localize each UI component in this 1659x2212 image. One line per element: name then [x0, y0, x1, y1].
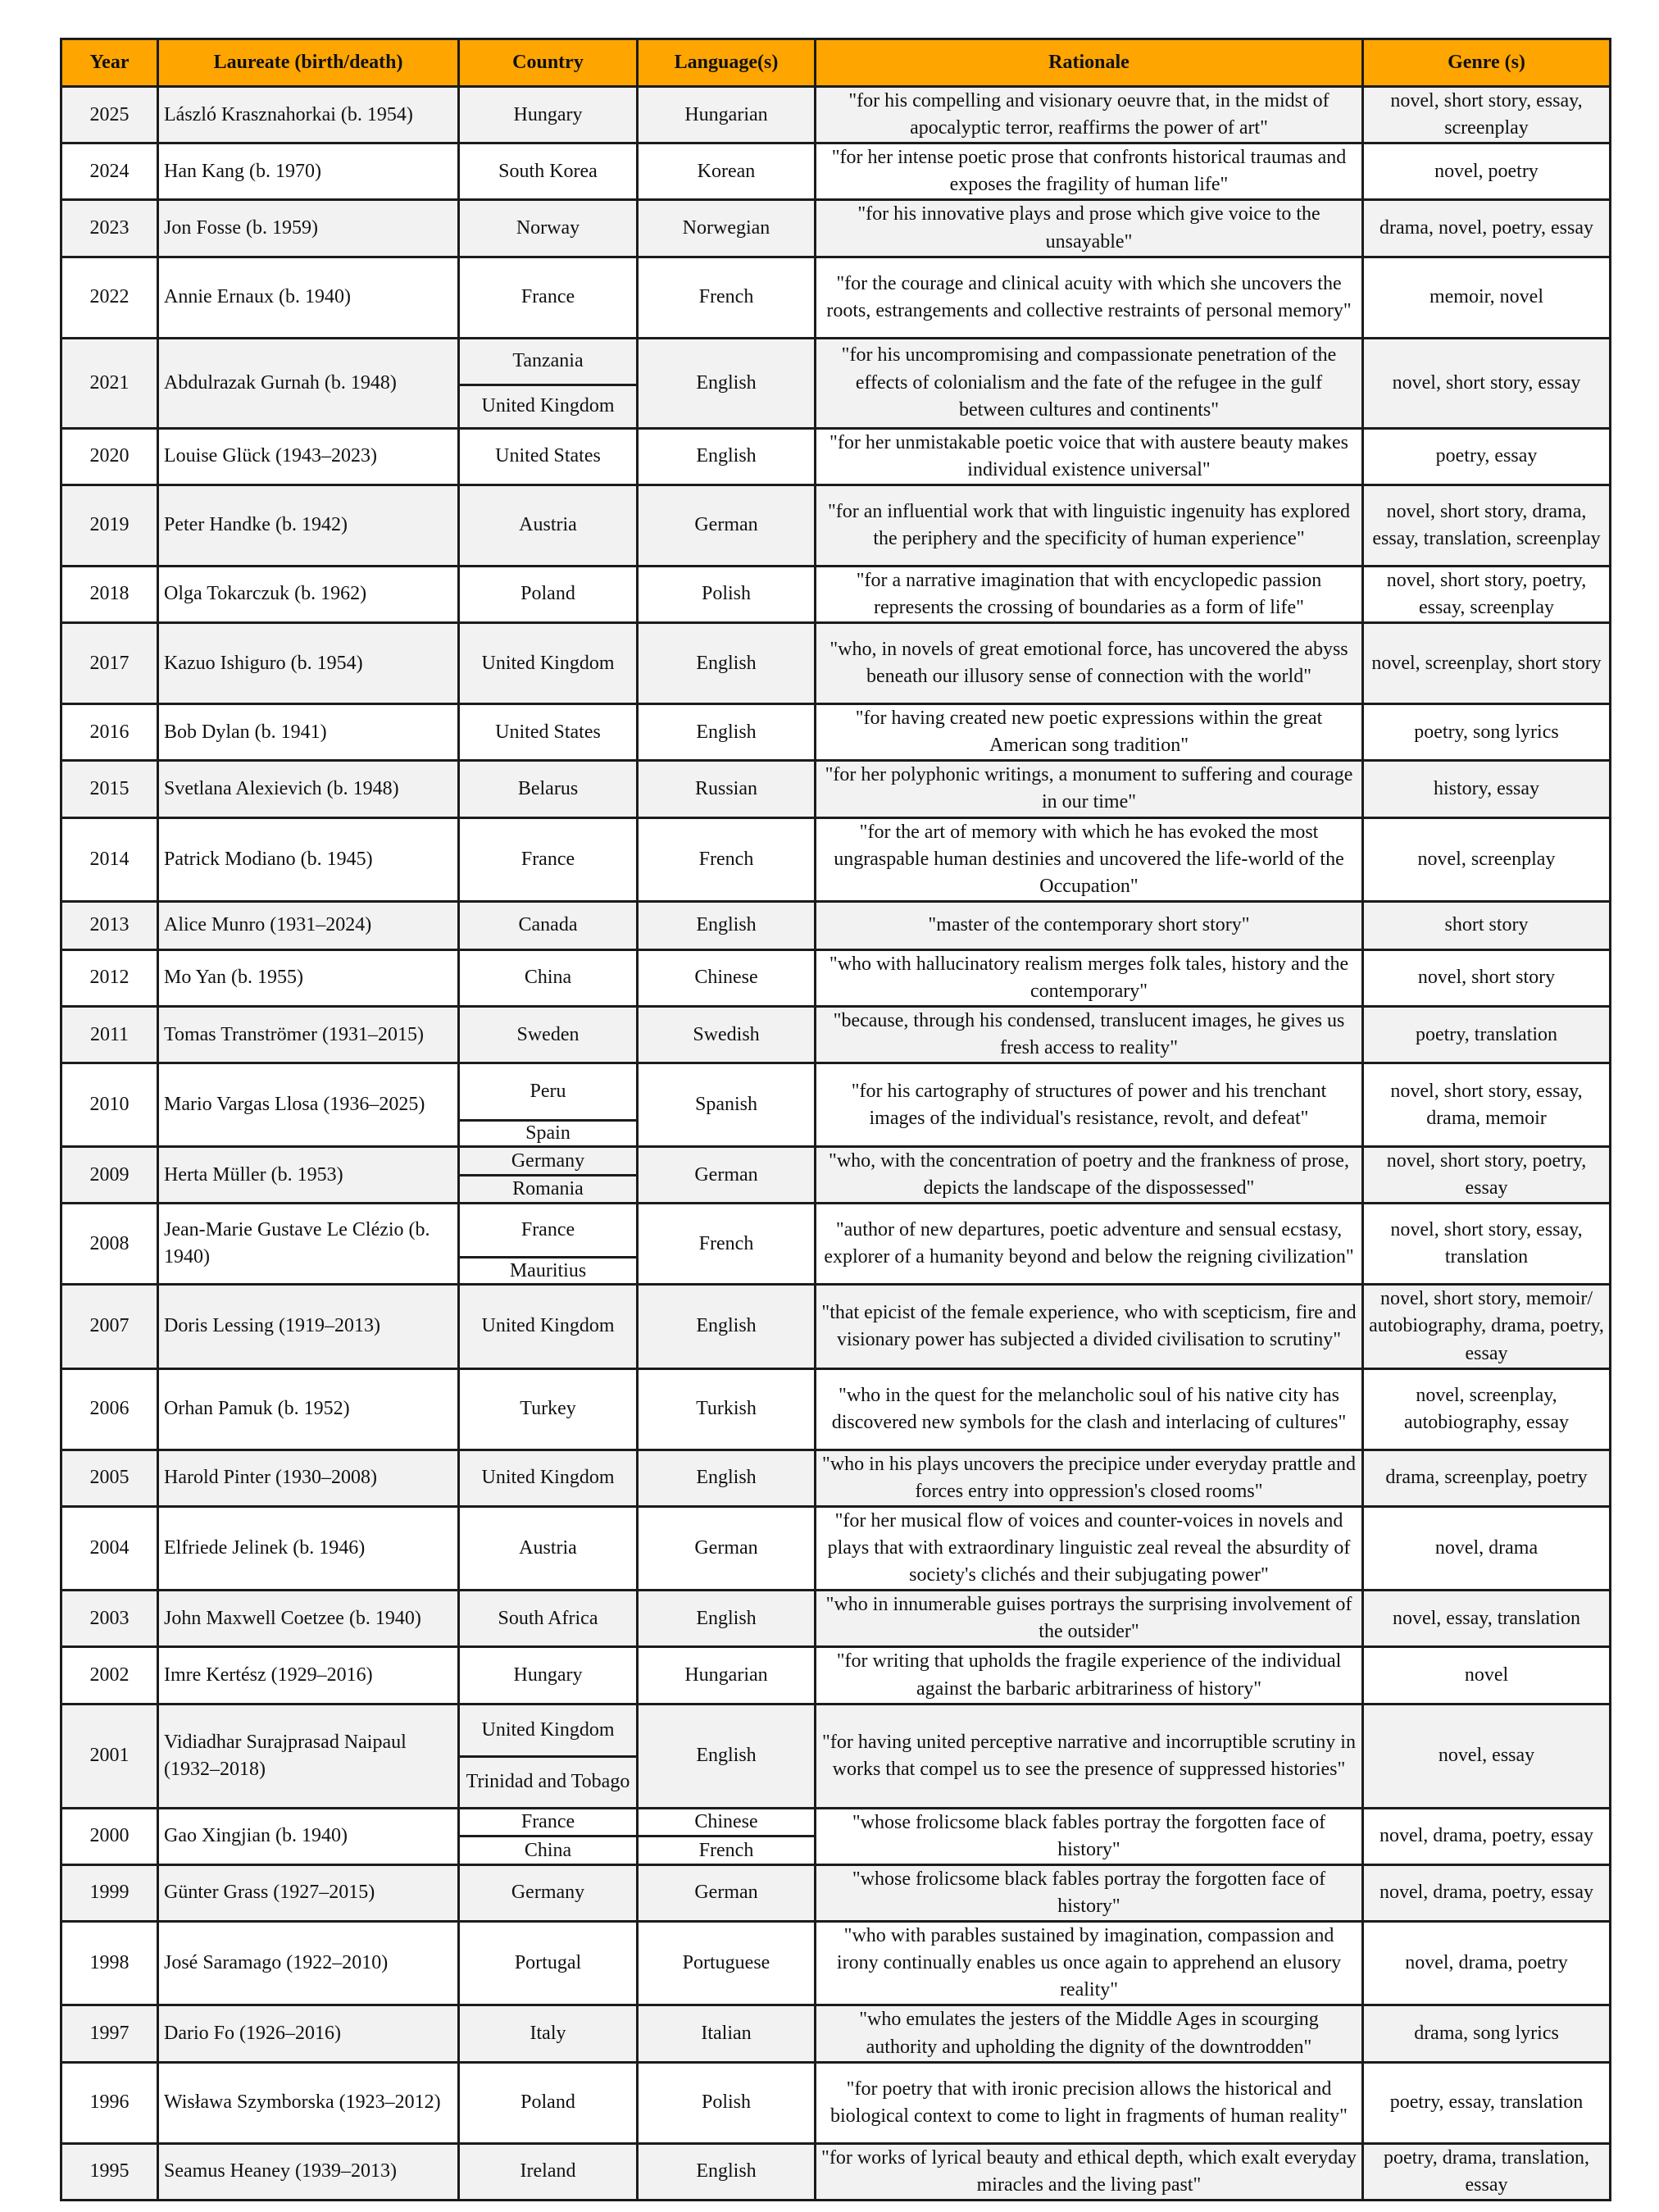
genres-cell: novel, screenplay, autobiography, essay	[1363, 1368, 1611, 1450]
language-cell: Polish	[638, 2062, 816, 2143]
year-cell: 2000	[61, 1808, 158, 1864]
genres-cell: poetry, song lyrics	[1363, 704, 1611, 761]
table-row	[61, 1591, 1611, 1647]
genres-cell: novel, screenplay, short story	[1363, 623, 1611, 704]
laureate-cell: Han Kang (b. 1970)	[158, 143, 459, 200]
laureate-cell: Abdulrazak Gurnah (b. 1948)	[158, 338, 459, 428]
rationale-cell: "for his cartography of structures of power and his trenchant images of the individual's resistance, revolt, and defeat"	[816, 1063, 1363, 1147]
language-cell: Korean	[638, 143, 816, 200]
rationale-cell: "for her musical flow of voices and counter-voices in novels and plays that with extraordinary linguistic zeal reveal the absurdity of society's clichés and their subjugating power"	[816, 1506, 1363, 1590]
genres-cell: drama, screenplay, poetry	[1363, 1450, 1611, 1506]
table-row	[61, 817, 1611, 901]
table-row	[61, 623, 1611, 704]
country-cell: China	[459, 1837, 638, 1865]
laureate-cell: Peter Handke (b. 1942)	[158, 485, 459, 566]
country-cell: South Korea	[459, 143, 638, 200]
laureate-cell: Tomas Tranströmer (1931–2015)	[158, 1007, 459, 1063]
year-cell: 2023	[61, 200, 158, 257]
genres-cell: poetry, translation	[1363, 1007, 1611, 1063]
country-cell: France	[459, 1808, 638, 1837]
language-cell: English	[638, 1285, 816, 1368]
genres-cell: novel, drama, poetry, essay	[1363, 1808, 1611, 1864]
year-cell: 2001	[61, 1704, 158, 1808]
laureate-cell: László Krasznahorkai (b. 1954)	[158, 87, 459, 143]
table-row	[61, 1808, 1611, 1837]
genres-cell: poetry, drama, translation, essay	[1363, 2143, 1611, 2200]
language-cell: Hungarian	[638, 1647, 816, 1704]
table-row	[61, 566, 1611, 622]
genres-cell: short story	[1363, 901, 1611, 949]
laureate-cell: John Maxwell Coetzee (b. 1940)	[158, 1591, 459, 1647]
table-row	[61, 1063, 1611, 1121]
language-cell: English	[638, 338, 816, 428]
language-cell: Turkish	[638, 1368, 816, 1450]
rationale-cell: "who in the quest for the melancholic soul of his native city has discovered new symbols for the clash and interlacing of cultures"	[816, 1368, 1363, 1450]
laureate-cell: Olga Tokarczuk (b. 1962)	[158, 566, 459, 622]
laureate-cell: Orhan Pamuk (b. 1952)	[158, 1368, 459, 1450]
country-cell: Austria	[459, 1506, 638, 1590]
genres-cell: novel, drama	[1363, 1506, 1611, 1590]
year-cell: 2022	[61, 257, 158, 338]
year-cell: 2003	[61, 1591, 158, 1647]
rationale-cell: "for having united perceptive narrative and incorruptible scrutiny in works that compel us to see the presence of suppressed histories"	[816, 1704, 1363, 1808]
country-cell: South Africa	[459, 1591, 638, 1647]
column-header-year: Year	[61, 39, 158, 87]
language-cell: Norwegian	[638, 200, 816, 257]
genres-cell: poetry, essay	[1363, 428, 1611, 485]
rationale-cell: "whose frolicsome black fables portray the forgotten face of history"	[816, 1808, 1363, 1864]
table-row	[61, 1285, 1611, 1368]
table-row	[61, 200, 1611, 257]
genres-cell: novel, short story, drama, essay, translation, screenplay	[1363, 485, 1611, 566]
rationale-cell: "for his innovative plays and prose which give voice to the unsayable"	[816, 200, 1363, 257]
year-cell: 2002	[61, 1647, 158, 1704]
laureate-cell: Elfriede Jelinek (b. 1946)	[158, 1506, 459, 1590]
year-cell: 1998	[61, 1922, 158, 2005]
laureate-cell: Louise Glück (1943–2023)	[158, 428, 459, 485]
rationale-cell: "author of new departures, poetic adventure and sensual ecstasy, explorer of a humanity beyond and below the reigning civilization"	[816, 1204, 1363, 1285]
country-cell: Norway	[459, 200, 638, 257]
year-cell: 2004	[61, 1506, 158, 1590]
laureate-cell: Jon Fosse (b. 1959)	[158, 200, 459, 257]
genres-cell: novel, short story, poetry, essay, screenplay	[1363, 566, 1611, 622]
language-cell: English	[638, 901, 816, 949]
laureate-cell: José Saramago (1922–2010)	[158, 1922, 459, 2005]
country-cell: United Kingdom	[459, 1450, 638, 1506]
table-row	[61, 1922, 1611, 2005]
genres-cell: novel, essay, translation	[1363, 1591, 1611, 1647]
country-cell: Portugal	[459, 1922, 638, 2005]
country-cell: Poland	[459, 2062, 638, 2143]
year-cell: 2014	[61, 817, 158, 901]
year-cell: 2024	[61, 143, 158, 200]
laureate-cell: Günter Grass (1927–2015)	[158, 1864, 459, 1921]
language-cell: Spanish	[638, 1063, 816, 1147]
table-row	[61, 1204, 1611, 1258]
genres-cell: novel, drama, poetry, essay	[1363, 1864, 1611, 1921]
genres-cell: novel, drama, poetry	[1363, 1922, 1611, 2005]
year-cell: 2010	[61, 1063, 158, 1147]
language-cell: Swedish	[638, 1007, 816, 1063]
country-cell: France	[459, 257, 638, 338]
table-row	[61, 704, 1611, 761]
laureates-table	[60, 38, 1611, 2201]
genres-cell: novel, short story	[1363, 949, 1611, 1006]
language-cell: English	[638, 428, 816, 485]
laureate-cell: Imre Kertész (1929–2016)	[158, 1647, 459, 1704]
country-cell: Austria	[459, 485, 638, 566]
language-cell: German	[638, 1147, 816, 1204]
year-cell: 2020	[61, 428, 158, 485]
laureate-cell: Wisława Szymborska (1923–2012)	[158, 2062, 459, 2143]
country-cell: Italy	[459, 2005, 638, 2062]
year-cell: 2016	[61, 704, 158, 761]
table-row	[61, 143, 1611, 200]
rationale-cell: "whose frolicsome black fables portray the forgotten face of history"	[816, 1864, 1363, 1921]
language-cell: German	[638, 1864, 816, 1921]
genres-cell: novel, short story, poetry, essay	[1363, 1147, 1611, 1204]
genres-cell: novel	[1363, 1647, 1611, 1704]
country-cell: United Kingdom	[459, 385, 638, 428]
country-cell: Sweden	[459, 1007, 638, 1063]
language-cell: German	[638, 1506, 816, 1590]
table-row	[61, 1450, 1611, 1506]
language-cell: French	[638, 1204, 816, 1285]
genres-cell: novel, short story, memoir/ autobiography, drama, poetry, essay	[1363, 1285, 1611, 1368]
rationale-cell: "for the courage and clinical acuity with which she uncovers the roots, estrangements and collective restraints of personal memory"	[816, 257, 1363, 338]
language-cell: Chinese	[638, 1808, 816, 1837]
language-cell: Polish	[638, 566, 816, 622]
table-row	[61, 1147, 1611, 1176]
language-cell: English	[638, 623, 816, 704]
rationale-cell: "for her intense poetic prose that confronts historical traumas and exposes the fragility of human life"	[816, 143, 1363, 200]
rationale-cell: "who with parables sustained by imagination, compassion and irony continually enables us once again to apprehend an elusory reality"	[816, 1922, 1363, 2005]
country-cell: Trinidad and Tobago	[459, 1756, 638, 1808]
country-cell: United States	[459, 704, 638, 761]
genres-cell: novel, short story, essay, translation	[1363, 1204, 1611, 1285]
rationale-cell: "for her unmistakable poetic voice that with austere beauty makes individual existence universal"	[816, 428, 1363, 485]
table-row	[61, 1647, 1611, 1704]
rationale-cell: "who emulates the jesters of the Middle Ages in scourging authority and upholding the dignity of the downtrodden"	[816, 2005, 1363, 2062]
rationale-cell: "who, in novels of great emotional force, has uncovered the abyss beneath our illusory sense of connection with the world"	[816, 623, 1363, 704]
year-cell: 2011	[61, 1007, 158, 1063]
rationale-cell: "who in innumerable guises portrays the surprising involvement of the outsider"	[816, 1591, 1363, 1647]
country-cell: Mauritius	[459, 1258, 638, 1285]
genres-cell: drama, song lyrics	[1363, 2005, 1611, 2062]
country-cell: Peru	[459, 1063, 638, 1121]
year-cell: 2018	[61, 566, 158, 622]
column-header-languages: Language(s)	[638, 39, 816, 87]
country-cell: United States	[459, 428, 638, 485]
table-row	[61, 485, 1611, 566]
year-cell: 1997	[61, 2005, 158, 2062]
column-header-laureate: Laureate (birth/death)	[158, 39, 459, 87]
country-cell: France	[459, 817, 638, 901]
language-cell: English	[638, 704, 816, 761]
genres-cell: poetry, essay, translation	[1363, 2062, 1611, 2143]
year-cell: 1996	[61, 2062, 158, 2143]
year-cell: 2015	[61, 761, 158, 817]
table-row	[61, 1007, 1611, 1063]
country-cell: United Kingdom	[459, 623, 638, 704]
rationale-cell: "for an influential work that with linguistic ingenuity has explored the periphery and the specificity of human experience"	[816, 485, 1363, 566]
genres-cell: memoir, novel	[1363, 257, 1611, 338]
column-header-genres: Genre (s)	[1363, 39, 1611, 87]
year-cell: 2005	[61, 1450, 158, 1506]
laureate-cell: Herta Müller (b. 1953)	[158, 1147, 459, 1204]
year-cell: 2013	[61, 901, 158, 949]
language-cell: Hungarian	[638, 87, 816, 143]
country-cell: Belarus	[459, 761, 638, 817]
table-row	[61, 949, 1611, 1006]
rationale-cell: "for his uncompromising and compassionate penetration of the effects of colonialism and the fate of the refugee in the gulf between cultures and continents"	[816, 338, 1363, 428]
language-cell: French	[638, 817, 816, 901]
laureate-cell: Doris Lessing (1919–2013)	[158, 1285, 459, 1368]
genres-cell: novel, essay	[1363, 1704, 1611, 1808]
country-cell: Romania	[459, 1175, 638, 1204]
rationale-cell: "for a narrative imagination that with encyclopedic passion represents the crossing of boundaries as a form of life"	[816, 566, 1363, 622]
table-row	[61, 901, 1611, 949]
rationale-cell: "because, through his condensed, translucent images, he gives us fresh access to reality"	[816, 1007, 1363, 1063]
country-cell: United Kingdom	[459, 1285, 638, 1368]
column-header-country: Country	[459, 39, 638, 87]
country-cell: Hungary	[459, 87, 638, 143]
year-cell: 2019	[61, 485, 158, 566]
laureate-cell: Seamus Heaney (1939–2013)	[158, 2143, 459, 2200]
laureate-cell: Alice Munro (1931–2024)	[158, 901, 459, 949]
country-cell: Germany	[459, 1147, 638, 1176]
table-row	[61, 1864, 1611, 1921]
language-cell: Italian	[638, 2005, 816, 2062]
header-row	[61, 39, 1611, 87]
table-row	[61, 1506, 1611, 1590]
genres-cell: novel, short story, essay	[1363, 338, 1611, 428]
language-cell: English	[638, 1450, 816, 1506]
rationale-cell: "for having created new poetic expressions within the great American song tradition"	[816, 704, 1363, 761]
table-row	[61, 1368, 1611, 1450]
rationale-cell: "for works of lyrical beauty and ethical depth, which exalt everyday miracles and the living past"	[816, 2143, 1363, 2200]
rationale-cell: "who, with the concentration of poetry and the frankness of prose, depicts the landscape of the dispossessed"	[816, 1147, 1363, 1204]
genres-cell: novel, short story, essay, screenplay	[1363, 87, 1611, 143]
genres-cell: novel, short story, essay, drama, memoir	[1363, 1063, 1611, 1147]
year-cell: 2007	[61, 1285, 158, 1368]
year-cell: 2006	[61, 1368, 158, 1450]
country-cell: Poland	[459, 566, 638, 622]
table-row	[61, 87, 1611, 143]
year-cell: 2008	[61, 1204, 158, 1285]
language-cell: English	[638, 2143, 816, 2200]
genres-cell: novel, screenplay	[1363, 817, 1611, 901]
year-cell: 2017	[61, 623, 158, 704]
laureate-cell: Jean-Marie Gustave Le Clézio (b. 1940)	[158, 1204, 459, 1285]
laureate-cell: Dario Fo (1926–2016)	[158, 2005, 459, 2062]
language-cell: English	[638, 1591, 816, 1647]
year-cell: 2009	[61, 1147, 158, 1204]
laureate-cell: Gao Xingjian (b. 1940)	[158, 1808, 459, 1864]
table-row	[61, 1704, 1611, 1756]
rationale-cell: "who in his plays uncovers the precipice under everyday prattle and forces entry into oppression's closed rooms"	[816, 1450, 1363, 1506]
country-cell: Ireland	[459, 2143, 638, 2200]
year-cell: 1999	[61, 1864, 158, 1921]
laureate-cell: Vidiadhar Surajprasad Naipaul (1932–2018)	[158, 1704, 459, 1808]
language-cell: Portuguese	[638, 1922, 816, 2005]
rationale-cell: "who with hallucinatory realism merges folk tales, history and the contemporary"	[816, 949, 1363, 1006]
country-cell: France	[459, 1204, 638, 1258]
year-cell: 2012	[61, 949, 158, 1006]
genres-cell: drama, novel, poetry, essay	[1363, 200, 1611, 257]
table-row	[61, 428, 1611, 485]
laureate-cell: Annie Ernaux (b. 1940)	[158, 257, 459, 338]
genres-cell: history, essay	[1363, 761, 1611, 817]
rationale-cell: "for writing that upholds the fragile experience of the individual against the barbaric arbitrariness of history"	[816, 1647, 1363, 1704]
country-cell: Turkey	[459, 1368, 638, 1450]
laureate-cell: Mo Yan (b. 1955)	[158, 949, 459, 1006]
year-cell: 1995	[61, 2143, 158, 2200]
rationale-cell: "for the art of memory with which he has evoked the most ungraspable human destinies and uncovered the life-world of the Occupation"	[816, 817, 1363, 901]
country-cell: China	[459, 949, 638, 1006]
laureate-cell: Harold Pinter (1930–2008)	[158, 1450, 459, 1506]
language-cell: English	[638, 1704, 816, 1808]
country-cell: Spain	[459, 1121, 638, 1147]
laureate-cell: Kazuo Ishiguro (b. 1954)	[158, 623, 459, 704]
rationale-cell: "that epicist of the female experience, who with scepticism, fire and visionary power has subjected a divided civilisation to scrutiny"	[816, 1285, 1363, 1368]
year-cell: 2021	[61, 338, 158, 428]
table-row	[61, 761, 1611, 817]
table-header	[61, 39, 1611, 87]
genres-cell: novel, poetry	[1363, 143, 1611, 200]
table-row	[61, 338, 1611, 385]
country-cell: Hungary	[459, 1647, 638, 1704]
rationale-cell: "master of the contemporary short story"	[816, 901, 1363, 949]
table-body	[61, 87, 1611, 2201]
country-cell: Germany	[459, 1864, 638, 1921]
table-row	[61, 257, 1611, 338]
country-cell: Canada	[459, 901, 638, 949]
laureate-cell: Bob Dylan (b. 1941)	[158, 704, 459, 761]
rationale-cell: "for her polyphonic writings, a monument to suffering and courage in our time"	[816, 761, 1363, 817]
language-cell: French	[638, 257, 816, 338]
laureate-cell: Svetlana Alexievich (b. 1948)	[158, 761, 459, 817]
country-cell: Tanzania	[459, 338, 638, 385]
column-header-rationale: Rationale	[816, 39, 1363, 87]
table-row	[61, 2143, 1611, 2200]
table-row	[61, 2005, 1611, 2062]
rationale-cell: "for poetry that with ironic precision allows the historical and biological context to come to light in fragments of human reality"	[816, 2062, 1363, 2143]
language-cell: French	[638, 1837, 816, 1865]
rationale-cell: "for his compelling and visionary oeuvre that, in the midst of apocalyptic terror, reaffirms the power of art"	[816, 87, 1363, 143]
language-cell: Chinese	[638, 949, 816, 1006]
country-cell: United Kingdom	[459, 1704, 638, 1756]
laureate-cell: Mario Vargas Llosa (1936–2025)	[158, 1063, 459, 1147]
table-row	[61, 2062, 1611, 2143]
language-cell: Russian	[638, 761, 816, 817]
laureate-cell: Patrick Modiano (b. 1945)	[158, 817, 459, 901]
language-cell: German	[638, 485, 816, 566]
year-cell: 2025	[61, 87, 158, 143]
